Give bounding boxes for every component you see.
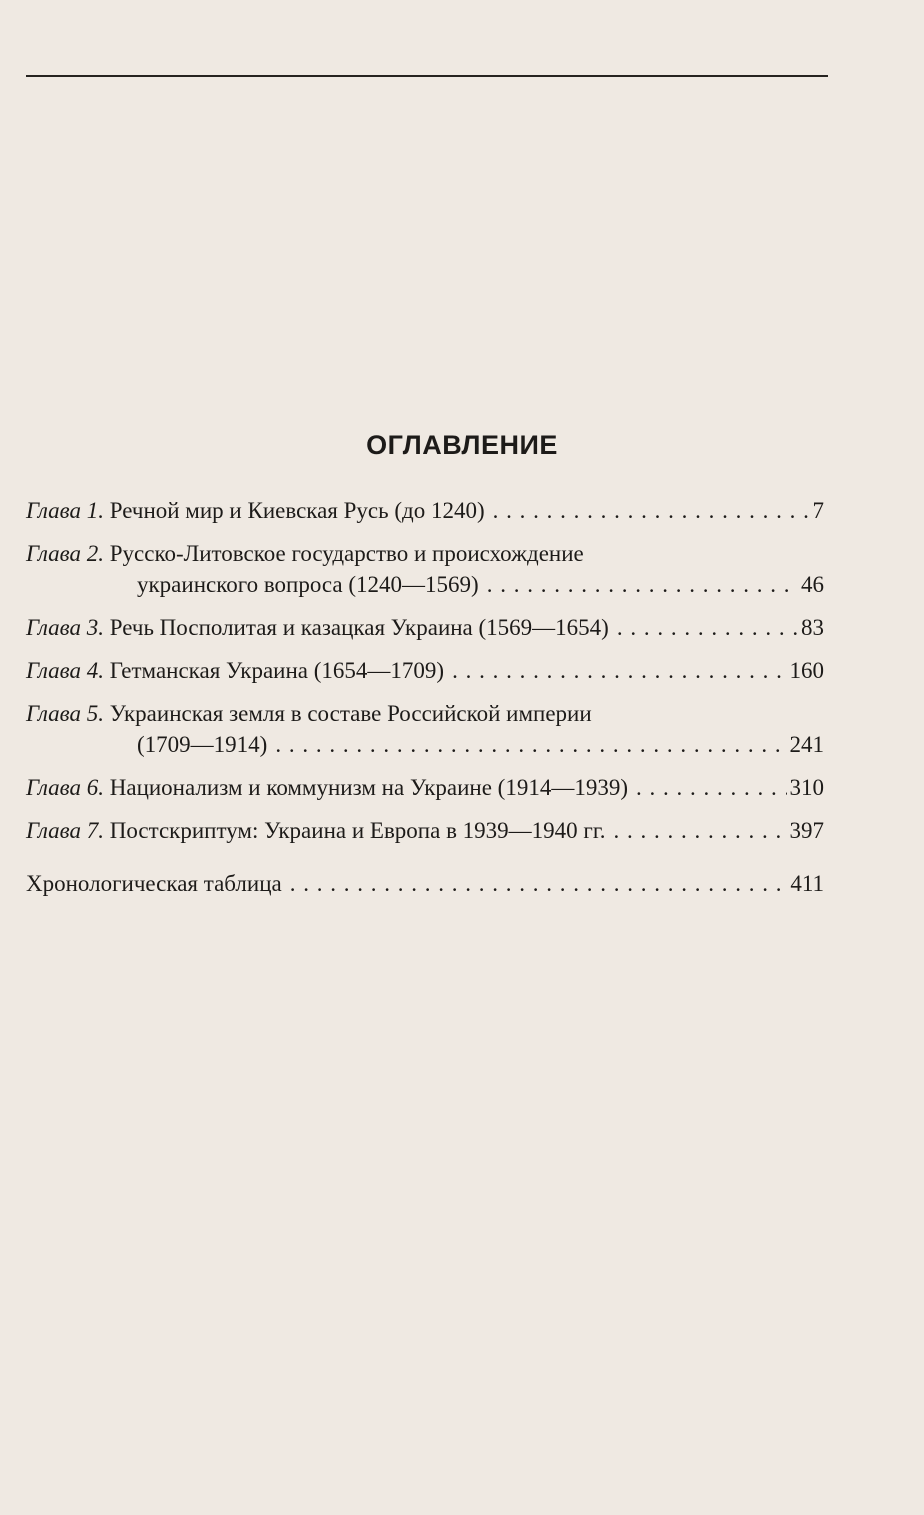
page-title: ОГЛАВЛЕНИЕ [366, 430, 558, 460]
chapter-label: Глава 6. [26, 775, 104, 800]
chapter-title: Русско-Литовское государство и происхождение [109, 541, 584, 566]
page-number: 83 [801, 615, 824, 640]
chapter-title: Речной мир и Киевская Русь (до 1240) [109, 498, 485, 523]
leader-dots [636, 772, 787, 803]
toc-entry-chronology[interactable] [26, 868, 824, 899]
toc-entry-chapter-5[interactable] [26, 698, 824, 760]
chapter-label: Глава 1. [26, 498, 104, 523]
page-number: 241 [789, 732, 824, 757]
page-number: 46 [801, 572, 824, 597]
chapter-title: Гетманская Украина (1654—1709) [109, 658, 445, 683]
chapter-title: Национализм и коммунизм на Украине (1914—1939) [109, 775, 628, 800]
toc-entry-chapter-1[interactable] [26, 495, 824, 526]
chapter-label: Глава 2. [26, 541, 104, 566]
chapter-title: Украинская земля в составе Российской империи [109, 701, 592, 726]
toc-entry-chapter-4[interactable] [26, 655, 824, 686]
toc-entry-chapter-2[interactable] [26, 538, 824, 600]
page-number: 397 [789, 818, 824, 843]
chapter-title-continuation: (1709—1914) [137, 732, 268, 757]
page-number: 7 [812, 498, 824, 523]
leader-dots [487, 569, 798, 600]
appendix-title: Хронологическая таблица [26, 871, 282, 896]
leader-dots [290, 868, 788, 899]
leader-dots [493, 495, 810, 526]
toc-entry-chapter-6[interactable] [26, 772, 824, 803]
chapter-label: Глава 7. [26, 818, 104, 843]
chapter-title: Речь Посполитая и казацкая Украина (1569—1654) [109, 615, 609, 640]
leader-dots [452, 655, 786, 686]
toc-entry-chapter-7[interactable] [26, 815, 824, 846]
page-number: 160 [789, 658, 824, 683]
page-number: 310 [789, 775, 824, 800]
leader-dots [613, 815, 786, 846]
chapter-label: Глава 5. [26, 701, 104, 726]
page-number: 411 [790, 871, 824, 896]
toc-entry-chapter-3[interactable] [26, 612, 824, 643]
leader-dots [617, 612, 798, 643]
chapter-label: Глава 4. [26, 658, 104, 683]
chapter-label: Глава 3. [26, 615, 104, 640]
top-rule [26, 75, 828, 77]
chapter-title-continuation: украинского вопроса (1240—1569) [137, 572, 479, 597]
table-of-contents [26, 495, 824, 911]
leader-dots [275, 729, 786, 760]
chapter-title: Постскриптум: Украина и Европа в 1939—1940 гг. [109, 818, 606, 843]
